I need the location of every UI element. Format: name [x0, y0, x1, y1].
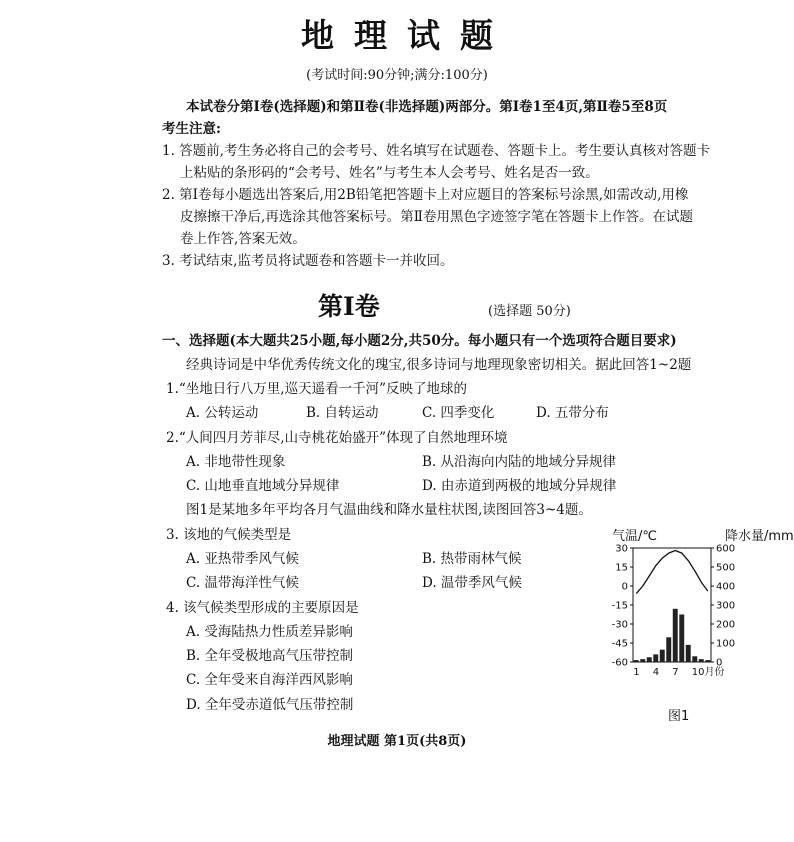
section-subtitle: (选择题 50分) — [488, 304, 571, 319]
precip-bar — [673, 609, 678, 662]
notice-line: 皮擦擦干净后,再选涂其他答案标号。第Ⅱ卷用黑色字迹签字笔在答题卡上作答。在试题 — [180, 209, 693, 225]
question-stem: 3. 该地的气候类型是 — [166, 527, 292, 543]
y-left-tick-label: -45 — [611, 638, 628, 650]
y-left-tick-label: 15 — [615, 562, 628, 574]
precip-bar — [653, 654, 658, 662]
option: D. 五带分布 — [536, 405, 609, 421]
option: C. 四季变化 — [422, 405, 495, 421]
page-title: 地理试题 — [301, 16, 513, 55]
option: B. 自转运动 — [306, 405, 379, 421]
precip-bar — [634, 660, 639, 662]
notice-line: 3. 考试结束,监考员将试题卷和答题卡一并收回。 — [162, 253, 454, 269]
notice-line: 上粘贴的条形码的“会考号、姓名”与考生本人会考号、姓名是否一致。 — [180, 165, 599, 181]
precip-bar — [705, 660, 710, 662]
option: B. 热带雨林气候 — [422, 551, 522, 567]
page-footer: 地理试题 第1页(共8页) — [327, 734, 467, 749]
x-tick-label: 4 — [652, 667, 660, 678]
y-right-tick-label: 200 — [716, 619, 736, 631]
precip-bar — [666, 637, 671, 662]
option: C. 全年受来自海洋西风影响 — [186, 672, 353, 688]
question-stem: 1.“坐地日行八万里,巡天遥看一千河”反映了地球的 — [166, 381, 467, 397]
precip-bar — [679, 615, 684, 663]
y-right-tick-label: 0 — [716, 657, 723, 669]
climate-chart — [600, 526, 794, 732]
option: C. 山地垂直地域分异规律 — [186, 478, 340, 494]
intro-text: 本试卷分第Ⅰ卷(选择题)和第Ⅱ卷(非选择题)两部分。第Ⅰ卷1至4页,第Ⅱ卷5至8页 — [186, 99, 668, 115]
exam-info: (考试时间:90分钟;满分:100分) — [306, 68, 488, 83]
notice-line: 1. 答题前,考生务必将自己的会考号、姓名填写在试题卷、答题卡上。考生要认真核对答题卡 — [162, 143, 710, 159]
x-tick-label: 7 — [672, 667, 679, 678]
precip-bar — [686, 645, 691, 662]
precip-bar — [640, 659, 645, 662]
precip-bar — [660, 650, 665, 662]
option: D. 全年受赤道低气压带控制 — [186, 697, 354, 713]
y-left-tick-label: -60 — [611, 657, 628, 669]
x-tick-label: 10月份 — [691, 667, 725, 678]
precip-bar — [647, 657, 652, 662]
y-right-tick-label: 500 — [716, 562, 736, 574]
option: A. 受海陆热力性质差异影响 — [186, 624, 353, 640]
option: A. 亚热带季风气候 — [186, 551, 299, 567]
figure-intro: 图1是某地多年平均各月气温曲线和降水量柱状图,读图回答3~4题。 — [186, 502, 592, 518]
y-right-tick-label: 300 — [716, 600, 736, 612]
question-stem: 4. 该气候类型形成的主要原因是 — [166, 600, 359, 616]
precip-bar — [692, 656, 697, 662]
y-left-tick-label: 0 — [621, 581, 628, 593]
plot-frame — [633, 548, 711, 662]
question-stem: 2.“人间四月芳菲尽,山寺桃花始盛开”体现了自然地理环境 — [166, 430, 508, 446]
y-left-label: 气温/℃ — [612, 529, 657, 544]
notice-line: 卷上作答,答案无效。 — [180, 231, 306, 247]
option: A. 非地带性现象 — [186, 454, 286, 470]
y-right-label: 降水量/mm — [725, 529, 794, 544]
option: B. 从沿海向内陆的地域分异规律 — [422, 454, 617, 470]
precip-bar — [699, 659, 704, 662]
y-left-tick-label: -15 — [611, 600, 628, 612]
x-tick-label: 1 — [633, 667, 640, 678]
option: A. 公转运动 — [186, 405, 259, 421]
option: C. 温带海洋性气候 — [186, 575, 299, 591]
option: D. 由赤道到两极的地域分异规律 — [422, 478, 617, 494]
y-right-tick-label: 100 — [716, 638, 736, 650]
poem-intro: 经典诗词是中华优秀传统文化的瑰宝,很多诗词与地理现象密切相关。据此回答1~2题 — [186, 357, 692, 373]
temperature-curve — [636, 551, 708, 594]
option: D. 温带季风气候 — [422, 575, 522, 591]
option: B. 全年受极地高气压带控制 — [186, 648, 354, 664]
figure-caption: 图1 — [668, 709, 690, 724]
notice-line: 2. 第Ⅰ卷每小题选出答案后,用2B铅笔把答题卡上对应题目的答案标号涂黑,如需改动,用橡 — [162, 187, 689, 203]
y-left-tick-label: -30 — [611, 619, 628, 631]
climate-chart-svg — [600, 526, 794, 732]
part-heading: 一、选择题(本大题共25小题,每小题2分,共50分。每小题只有一个选项符合题目要求) — [162, 333, 677, 349]
y-left-tick-label: 30 — [615, 543, 628, 555]
y-right-tick-label: 600 — [716, 543, 736, 555]
section-title: 第Ⅰ卷 — [318, 292, 380, 321]
notice-heading: 考生注意: — [162, 121, 221, 137]
y-right-tick-label: 400 — [716, 581, 736, 593]
